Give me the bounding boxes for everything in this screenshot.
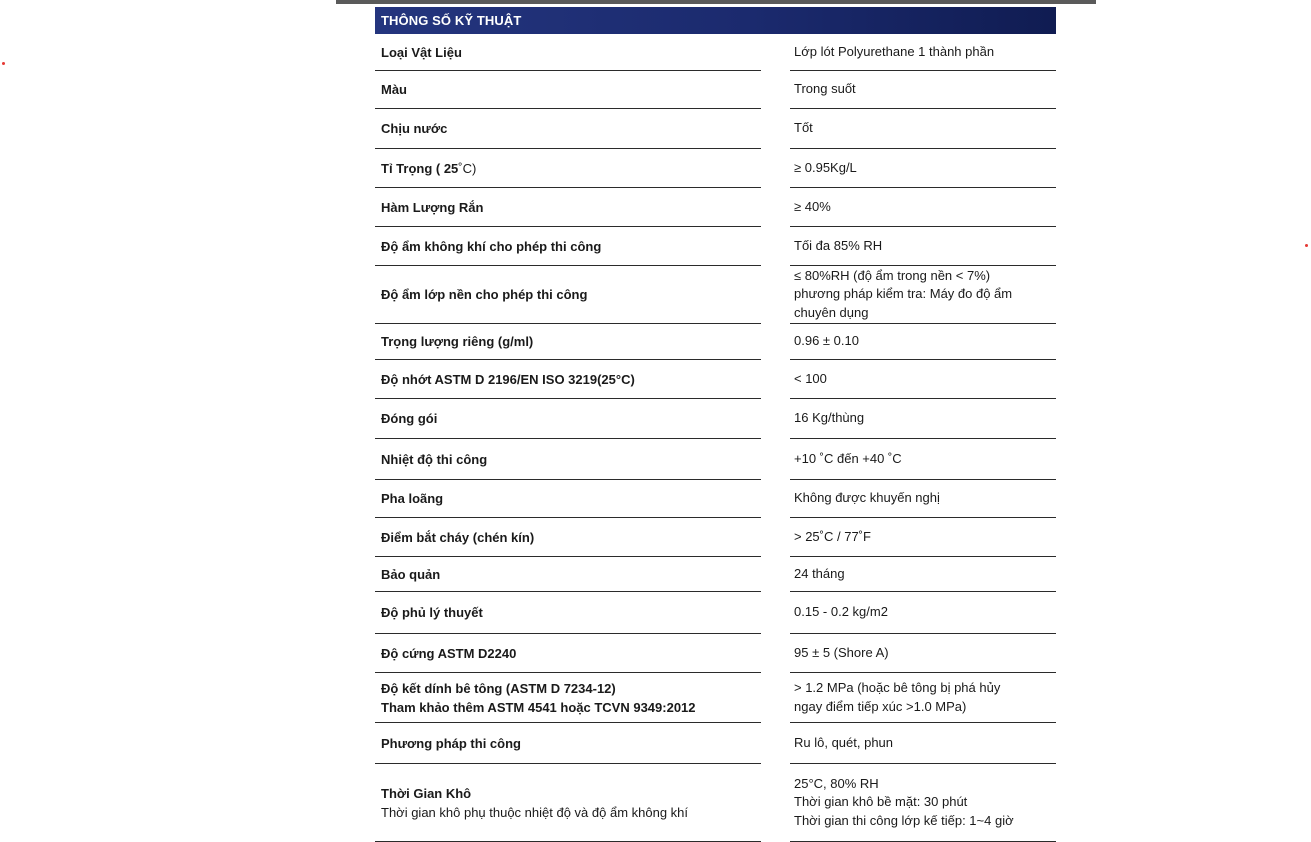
row-label <box>375 764 761 842</box>
row-label <box>375 149 761 188</box>
table-row-storage <box>375 557 1056 592</box>
table-row-application-method <box>375 723 1056 764</box>
label-note: Thời gian khô phụ thuộc nhiệt độ và độ ẩm không khí <box>381 804 689 820</box>
value-line: Thời gian khô bề mặt: 30 phút <box>794 794 968 810</box>
table-row-color <box>375 71 1056 109</box>
table-row-substrate-moisture <box>375 266 1056 324</box>
row-value: +10 ˚C đến +40 ˚C <box>790 439 1056 480</box>
marker-dot-right <box>1305 244 1308 247</box>
row-value <box>790 266 1056 324</box>
row-value: Không được khuyến nghị <box>790 480 1056 518</box>
row-label: Phương pháp thi công <box>375 723 761 764</box>
row-label: Độ cứng ASTM D2240 <box>375 634 761 673</box>
row-label: Trọng lượng riêng (g/ml) <box>375 324 761 360</box>
value-line: > 1.2 MPa (hoặc bê tông bị phá hủy <box>794 680 1001 695</box>
row-value: 24 tháng <box>790 557 1056 592</box>
row-label: Độ ẩm không khí cho phép thi công <box>375 227 761 266</box>
table-row-flash-point <box>375 518 1056 557</box>
table-row-drying-time <box>375 764 1056 842</box>
row-label: Nhiệt độ thi công <box>375 439 761 480</box>
label-line: Độ kết dính bê tông (ASTM D 7234-12) <box>381 680 616 696</box>
value-line: Thời gian thi công lớp kế tiếp: 1~4 giờ <box>794 812 1014 828</box>
row-value: Lớp lót Polyurethane 1 thành phần <box>790 34 1056 71</box>
spec-table <box>375 34 1056 842</box>
table-row-adhesion <box>375 673 1056 723</box>
table-row-application-temperature <box>375 439 1056 480</box>
value-line: 25°C, 80% RH <box>794 775 879 791</box>
table-row-hardness <box>375 634 1056 673</box>
row-label: Chịu nước <box>375 109 761 149</box>
row-label <box>375 673 761 723</box>
table-row-density <box>375 149 1056 188</box>
row-label: Hàm Lượng Rắn <box>375 188 761 227</box>
row-value: ≥ 0.95Kg/L <box>790 149 1056 188</box>
table-row-viscosity <box>375 360 1056 399</box>
table-row-packaging <box>375 399 1056 439</box>
row-label: Điểm bắt cháy (chén kín) <box>375 518 761 557</box>
row-value: > 25˚C / 77˚F <box>790 518 1056 557</box>
row-value: < 100 <box>790 360 1056 399</box>
row-value: Ru lô, quét, phun <box>790 723 1056 764</box>
table-row-water-resistance <box>375 109 1056 149</box>
marker-dot-left <box>2 62 5 65</box>
value-line: chuyên dụng <box>794 304 869 320</box>
row-value <box>790 673 1056 723</box>
row-label: Độ ẩm lớp nền cho phép thi công <box>375 266 761 324</box>
table-row-material <box>375 34 1056 71</box>
label-line: Thời Gian Khô <box>381 785 472 801</box>
row-label: Độ nhớt ASTM D 2196/EN ISO 3219(25°C) <box>375 360 761 399</box>
table-row-specific-gravity <box>375 324 1056 360</box>
row-label: Độ phủ lý thuyết <box>375 592 761 634</box>
row-value: Trong suốt <box>790 71 1056 109</box>
row-label: Màu <box>375 71 761 109</box>
row-value: 0.96 ± 0.10 <box>790 324 1056 360</box>
top-rule <box>336 0 1096 4</box>
row-value: ≥ 40% <box>790 188 1056 227</box>
row-label: Pha loãng <box>375 480 761 518</box>
row-value: Tốt <box>790 109 1056 149</box>
section-title: THÔNG SỐ KỸ THUẬT <box>375 7 1056 34</box>
row-value: 16 Kg/thùng <box>790 399 1056 439</box>
table-row-air-humidity <box>375 227 1056 266</box>
table-row-thinning <box>375 480 1056 518</box>
row-label: Đóng gói <box>375 399 761 439</box>
spec-document <box>375 7 1056 842</box>
row-value: 0.15 - 0.2 kg/m2 <box>790 592 1056 634</box>
table-row-coverage <box>375 592 1056 634</box>
label-line: Tham khảo thêm ASTM 4541 hoặc TCVN 9349:2012 <box>381 699 696 715</box>
row-value <box>790 764 1056 842</box>
row-label-unit: ˚C) <box>458 160 477 176</box>
row-value: 95 ± 5 (Shore A) <box>790 634 1056 673</box>
row-label-bold: Tỉ Trọng ( 25 <box>381 160 459 176</box>
table-row-solid-content <box>375 188 1056 227</box>
value-line: ngay điểm tiếp xúc >1.0 MPa) <box>794 698 967 714</box>
value-line: phương pháp kiểm tra: Máy đo độ ẩm <box>794 286 1013 302</box>
row-label: Bảo quản <box>375 557 761 592</box>
value-line: ≤ 80%RH (độ ẩm trong nền < 7%) <box>794 267 991 283</box>
row-value: Tối đa 85% RH <box>790 227 1056 266</box>
row-label: Loại Vật Liệu <box>375 34 761 71</box>
